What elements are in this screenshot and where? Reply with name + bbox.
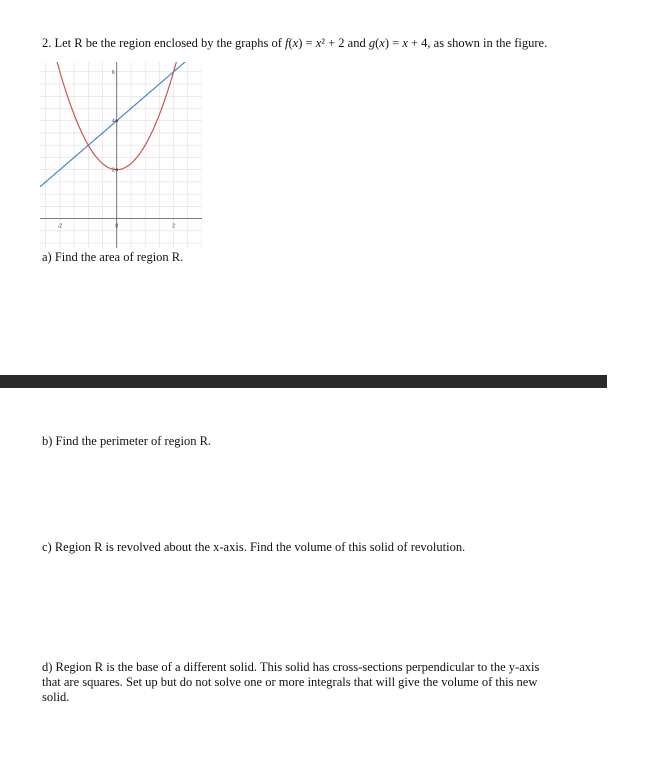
question-d: d) Region R is the base of a different solid. This solid has cross-sections perpendicular to the y-axis that are squares. Set up but do not solve one or more integrals that will give the volume of this new solid. [42,660,540,704]
y-tick-label: 4 [111,118,115,125]
line-series [40,62,202,187]
vertex-point [115,168,118,171]
problem-number: 2. [42,36,52,50]
x-tick-label: 0 [115,223,119,230]
question-b: b) Find the perimeter of region R. [42,434,212,448]
x-tick-label: -2 [57,223,63,230]
question-c: c) Region R is revolved about the x-axis. Find the volume of this solid of revolution. [42,540,466,554]
intercept-point [115,119,118,122]
region-graph [40,62,202,248]
problem-statement: 2. Let R be the region enclosed by the graphs of f(x) = x² + 2 and g(x) = x + 4, as shown in the figure. [42,36,548,50]
section-divider [0,375,607,388]
parabola-series [40,62,202,170]
y-tick-label: 6 [111,69,115,76]
question-a: a) Find the area of region R. [42,250,184,264]
y-tick-label: 2 [111,167,115,174]
x-tick-label: 2 [172,223,175,230]
